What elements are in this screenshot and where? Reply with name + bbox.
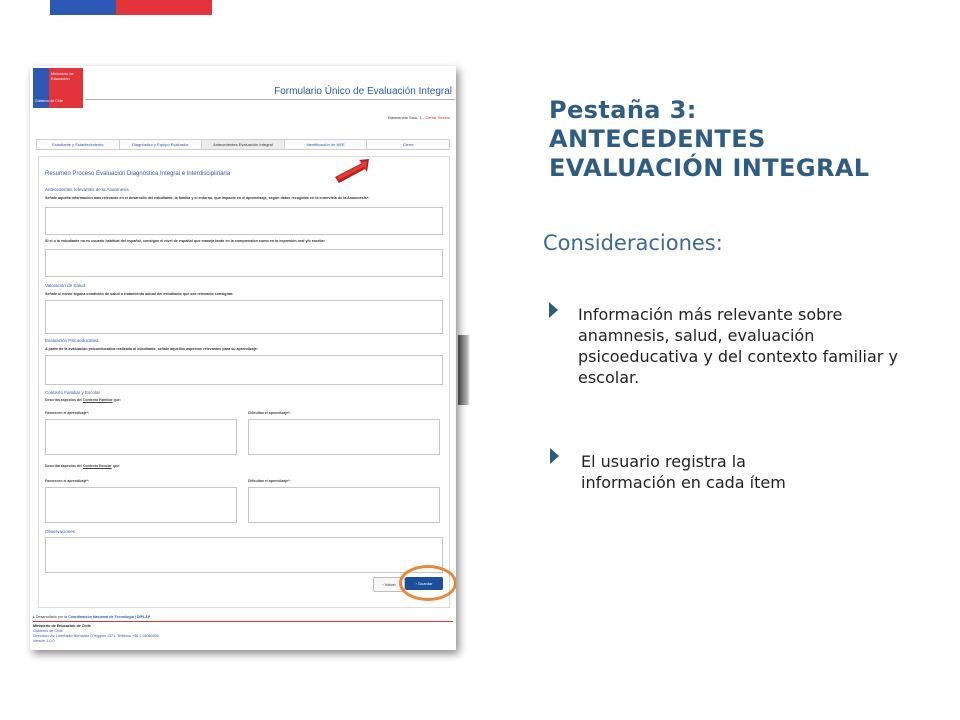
familiar-pre: Describa aspectos del — [45, 398, 83, 402]
bullet-text-2: El usuario registra la información en cada ítem — [581, 452, 786, 492]
ministry-logo — [33, 68, 83, 108]
footer-developer — [33, 615, 150, 619]
header-divider — [85, 99, 455, 100]
flag-blue-bar — [50, 0, 116, 15]
footer-gov: Gobierno de Chile — [33, 629, 63, 633]
welcome-label: Bienvenido Sruc. 1 - — [388, 115, 426, 120]
bullet-text-1: Información más relevante sobre anamnesis, salud, evaluación psicoeducativa y del contexto familiar y escolar. — [578, 305, 898, 387]
tab-antecedentes[interactable]: Antecedentes Evaluación Integral — [201, 139, 284, 150]
footer-divider — [33, 621, 453, 622]
slide-title-line-1: Pestaña 3: — [549, 96, 697, 124]
escolar-dificultan-textarea[interactable] — [248, 487, 440, 523]
considerations-heading: Consideraciones: — [543, 231, 723, 255]
familiar-link: Contexto Familiar — [82, 398, 113, 402]
logo-text — [51, 71, 74, 81]
escolar-link: Contexto Escolar — [82, 464, 112, 468]
volver-button[interactable]: ‹ Volver — [373, 577, 405, 592]
footer-ministry: Ministerio de Educación de Chile — [33, 624, 91, 628]
logout-link[interactable]: Cerrar Sesión — [425, 115, 450, 120]
familiar-favorecen-label: Favorecen el aprendizaje*: — [45, 411, 90, 415]
salud-textarea[interactable] — [45, 300, 443, 334]
highlight-circle — [399, 565, 456, 601]
tab-diagnostico[interactable]: Diagnóstico y Equipo Evaluador — [119, 139, 202, 150]
observaciones-textarea[interactable] — [45, 537, 443, 573]
form-panel — [38, 156, 450, 608]
escolar-question — [45, 464, 120, 468]
familiar-dificultan-label: Dificultan el aprendizaje*: — [248, 411, 291, 415]
escolar-pre: Describa aspectos del — [45, 464, 83, 468]
footer-info — [33, 624, 159, 644]
anamnesis-question-2: Si el o la estudiante no es usuario habitual del español, consigne el nivel de español que maneja tanto en la comprensión como en la expresión oral y/o escrita: — [45, 239, 325, 243]
flag-red-bar — [116, 0, 212, 15]
tab-bar — [36, 139, 450, 150]
red-arrow-icon — [331, 157, 371, 187]
escolar-post: que: — [111, 464, 121, 468]
anamnesis-textarea-2[interactable] — [45, 249, 443, 277]
familiar-post: que: — [112, 398, 121, 402]
familiar-dificultan-textarea[interactable] — [248, 419, 440, 455]
psico-textarea[interactable] — [45, 355, 443, 385]
section-observaciones: Observaciones — [45, 529, 76, 534]
guardar-button[interactable]: › Guardar — [405, 577, 443, 590]
logo-line-1: Ministerio de — [51, 71, 74, 76]
bullet-arrow-icon — [550, 448, 559, 464]
footer-address: Dirección: Av. Libertador Bernardo O'Higgins 1371. Teléfono +56 2 24060000 — [33, 634, 159, 638]
psico-question: A partir de la evaluación psicoeducativa realizada al estudiante, señale aquellos aspectos relevantes para su aprendizaje: — [45, 347, 259, 351]
slide-title-line-2: ANTECEDENTES — [549, 125, 766, 153]
familiar-question — [45, 398, 121, 402]
escolar-favorecen-textarea[interactable] — [45, 487, 237, 523]
footer-dev-pre: ▸ Desarrollado por la — [33, 615, 69, 619]
slide-title-line-3: EVALUACIÓN INTEGRAL — [549, 154, 870, 182]
section-psicoeducativa: Evaluación Psicoeducativa — [45, 338, 99, 343]
app-title: Formulario Único de Evaluación Integral — [274, 86, 452, 97]
logo-line-2: Educación — [51, 76, 70, 81]
tab-cierre[interactable]: Cierre — [366, 139, 450, 150]
section-salud: Valoración de Salud — [45, 283, 85, 288]
escolar-favorecen-label: Favorecen el aprendizaje*: — [45, 479, 90, 483]
form-screenshot — [30, 66, 456, 650]
welcome-text — [388, 115, 450, 120]
section-contexto: Contexto Familiar y Escolar — [45, 390, 101, 395]
footer-dev-org[interactable]: Coordinación Nacional de Tecnología | DIPLAP — [68, 615, 151, 619]
escolar-dificultan-label: Dificultan el aprendizaje*: — [248, 479, 291, 483]
bullet-arrow-icon — [549, 302, 558, 318]
screenshot-side-shadow — [458, 335, 470, 405]
anamnesis-question-1: Señale aquella información más relevante en el desarrollo del estudiante, la familia y el entorno, que impacte en el aprendizaje, según datos recogidos en la entrevista de la Anamnesis*: — [45, 196, 370, 200]
anamnesis-textarea-1[interactable] — [45, 207, 443, 235]
logo-gov: Gobierno de Chile — [35, 99, 64, 103]
salud-question: Señale si existe alguna condición de salud o tratamiento actual del estudiante que sea relevante consignar: — [45, 292, 234, 296]
familiar-favorecen-textarea[interactable] — [45, 419, 237, 455]
footer-version: Versión 1.0.0 — [33, 639, 55, 643]
tab-identificacion-nee[interactable]: Identificación de NEE — [284, 139, 367, 150]
tab-estudiante[interactable]: Estudiante y Establecimiento — [36, 139, 119, 150]
slide-title — [549, 96, 949, 183]
summary-title: Resumen Proceso Evaluación Diagnóstica Integral e Interdisciplinaria — [45, 171, 231, 177]
section-anamnesis: Antecedentes relevantes de la Anamnesis — [45, 187, 129, 192]
